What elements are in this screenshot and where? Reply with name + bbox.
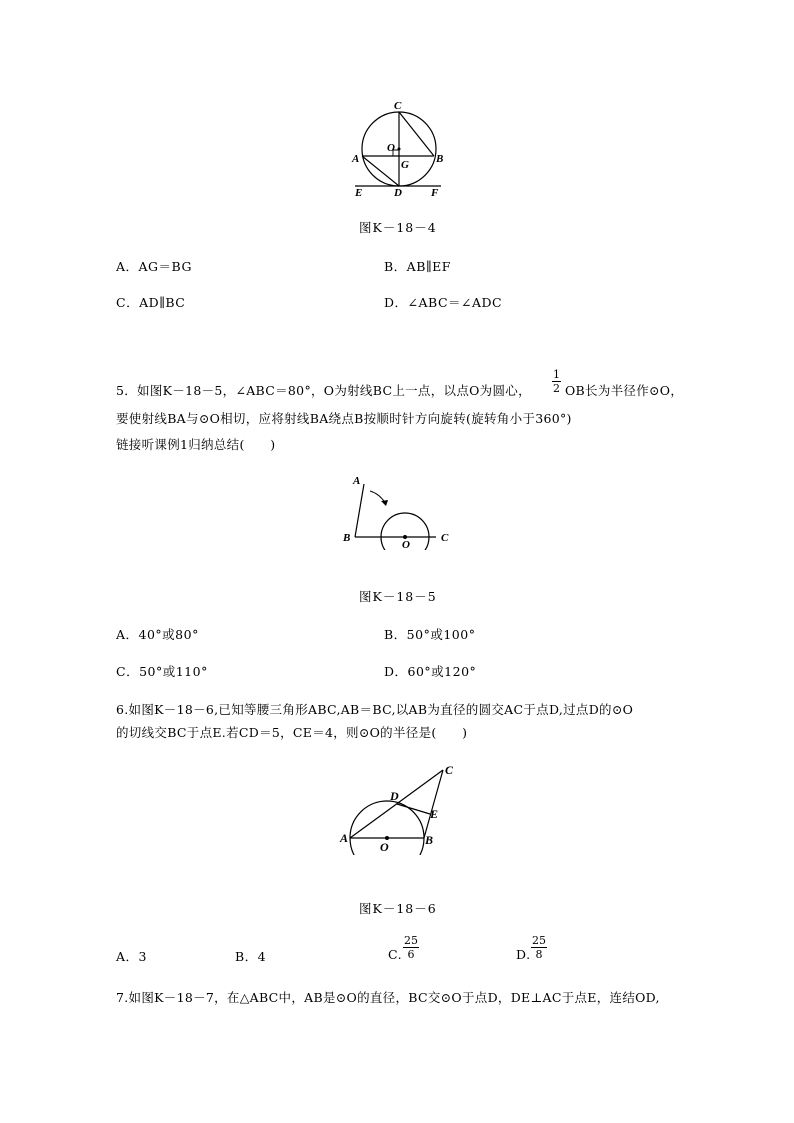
q5-line3: 链接听课例1归纳总结( ) [116, 437, 276, 452]
q6-option-d-numerator: 25 [532, 934, 546, 947]
q5-line1-before: 5．如图K－18－5，∠ABC＝80°，O为射线BC上一点，以点O为圆心， [116, 383, 531, 398]
fig4-label-b: B [436, 153, 444, 165]
figure-k-18-5 [340, 470, 455, 550]
q5-option-d: D．60°或120° [384, 664, 477, 679]
fig4-label-d: D [394, 187, 402, 199]
q5-option-b: B．50°或100° [384, 627, 476, 642]
fig5-label-b: B [343, 532, 351, 544]
q6-option-d-prefix: D. [516, 947, 531, 962]
figure-k-18-6 [335, 755, 465, 855]
q6-option-a: A．3 [116, 949, 147, 964]
q4-option-c: C．AD∥BC [116, 295, 186, 310]
q6-option-d-fraction [531, 935, 547, 960]
q6-line1: 6.如图K－18－6,已知等腰三角形ABC,AB＝BC,以AB为直径的圆交AC于点D,过点D的⊙O [116, 702, 634, 717]
figure-k-18-4 [345, 95, 455, 205]
fig6-label-o: O [380, 840, 389, 854]
fig5-label-o: O [402, 539, 410, 550]
fig4-caption: 图K－18－4 [359, 220, 437, 235]
q5-fraction-denominator: 2 [553, 382, 560, 395]
q4-option-a: A．AG＝BG [116, 259, 192, 274]
fig4-label-o: O [387, 142, 395, 154]
fig6-label-a: A [340, 831, 349, 845]
fig6-label-e: E [430, 807, 439, 821]
fig4-label-c: C [394, 100, 402, 112]
q6-line2: 的切线交BC于点E.若CD＝5，CE＝4，则⊙O的半径是( ) [116, 725, 468, 740]
fig5-label-a: A [353, 475, 361, 487]
q5-line1-after: OB长为半径作⊙O， [565, 383, 684, 398]
q6-option-b: B．4 [235, 949, 267, 964]
fig4-label-f: F [431, 187, 439, 199]
q6-option-c-numerator: 25 [404, 934, 418, 947]
fig5-label-c: C [441, 532, 449, 544]
q6-option-d-denominator: 8 [535, 948, 543, 961]
fig6-label-d: D [390, 789, 399, 803]
q6-option-c-prefix: C. [388, 947, 403, 962]
fig6-caption: 图K－18－6 [359, 901, 437, 916]
q6-option-c-fraction [403, 935, 419, 960]
q5-fraction [552, 369, 561, 394]
fig6-label-b: B [425, 833, 434, 847]
fig5-caption: 图K－18－5 [359, 589, 437, 604]
fig4-label-g: G [401, 159, 409, 171]
q4-option-b: B．AB∥EF [384, 259, 451, 274]
q5-fraction-numerator: 1 [553, 368, 560, 381]
q6-option-c-denominator: 6 [407, 948, 415, 961]
q5-option-a: A．40°或80° [116, 627, 199, 642]
fig6-label-c: C [445, 763, 454, 777]
q5-option-c: C．50°或110° [116, 664, 208, 679]
q5-line2: 要使射线BA与⊙O相切，应将射线BA绕点B按顺时针方向旋转(旋转角小于360°) [116, 411, 572, 426]
q7-line1: 7.如图K－18－7，在△ABC中，AB是⊙O的直径，BC交⊙O于点D，DE⊥AC于点E，连结OD, [116, 990, 660, 1005]
fig4-label-e: E [355, 187, 363, 199]
fig4-label-a: A [352, 153, 360, 165]
q4-option-d: D．∠ABC＝∠ADC [384, 295, 503, 310]
